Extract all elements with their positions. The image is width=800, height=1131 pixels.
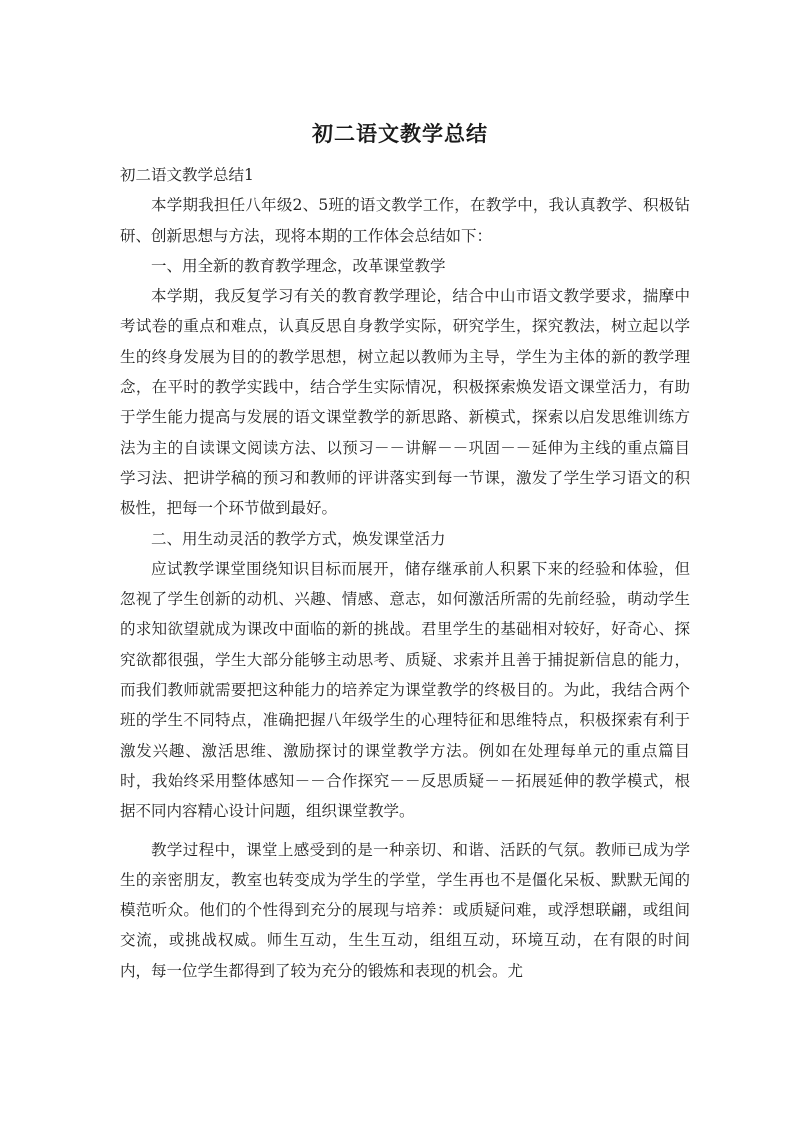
heading-section-2: 二、用生动灵活的教学方式，焕发课堂活力 xyxy=(151,529,446,548)
section-subtitle: 初二语文教学总结1 xyxy=(120,166,254,184)
paragraph-section-1: 本学期，我反复学习有关的教育教学理论，结合中山市语文教学要求，揣摩中考试卷的重点和难点，认真反思自身教学实际，研究学生，探究教法，树立起以学生的终身发展为目的的教学思想，树立起以教师为主导，学生为主体的新的教学理念，在平时的教学实践中，结合学生实际情况，积极探索焕发语文课堂活力，有助于学生能力提高与发展的语文课堂教学的新思路、新模式，探索以启发思维训练方法为主的自读课文阅读方法、以预习－－讲解－－巩固－－延伸为主线的重点篇目学习法、把讲学稿的预习和教师的评讲落实到每一节课，激发了学生学习语文的积极性，把每一个环节做到最好。 xyxy=(120,287,690,518)
paragraph-intro: 本学期我担任八年级2、5班的语文教学工作，在教学中，我认真教学、积极钻研、创新思想与方法，现将本期的工作体会总结如下： xyxy=(120,196,690,245)
paragraph-section-2: 应试教学课堂围绕知识目标而展开，储存继承前人积累下来的经验和体验，但忽视了学生创新的动机、兴趣、情感、意志，如何激活所需的先前经验，萌动学生的求知欲望就成为课改中面临的新的挑战。君里学生的基础相对较好，好奇心、探究欲都很强，学生大部分能够主动思考、质疑、求索并且善于捕捉新信息的能力，而我们教师就需要把这种能力的培养定为课堂教学的终极目的。为此，我结合两个班的学生不同特点，准确把握八年级学生的心理特征和思维特点，积极探索有利于激发兴趣、激活思维、激励探讨的课堂教学方法。例如在处理每单元的重点篇目时，我始终采用整体感知－－合作探究－－反思质疑－－拓展延伸的教学模式，根据不同内容精心设计问题，组织课堂教学。 xyxy=(120,559,690,821)
document-title: 初二语文教学总结 xyxy=(312,122,488,146)
heading-section-1: 一、用全新的教育教学理念，改革课堂教学 xyxy=(151,256,446,275)
paragraph-classroom: 教学过程中，课堂上感受到的是一种亲切、和谐、活跃的气氛。教师已成为学生的亲密朋友，教室也转变成为学生的学堂，学生再也不是僵化呆板、默默无闻的模范听众。他们的个性得到充分的展现与培养：或质疑问难，或浮想联翩，或组间交流，或挑战权威。师生互动，生生互动，组组互动，环境互动，在有限的时间内，每一位学生都得到了较为充分的锻炼和表现的机会。尤 xyxy=(120,840,690,980)
document-body xyxy=(120,160,690,986)
